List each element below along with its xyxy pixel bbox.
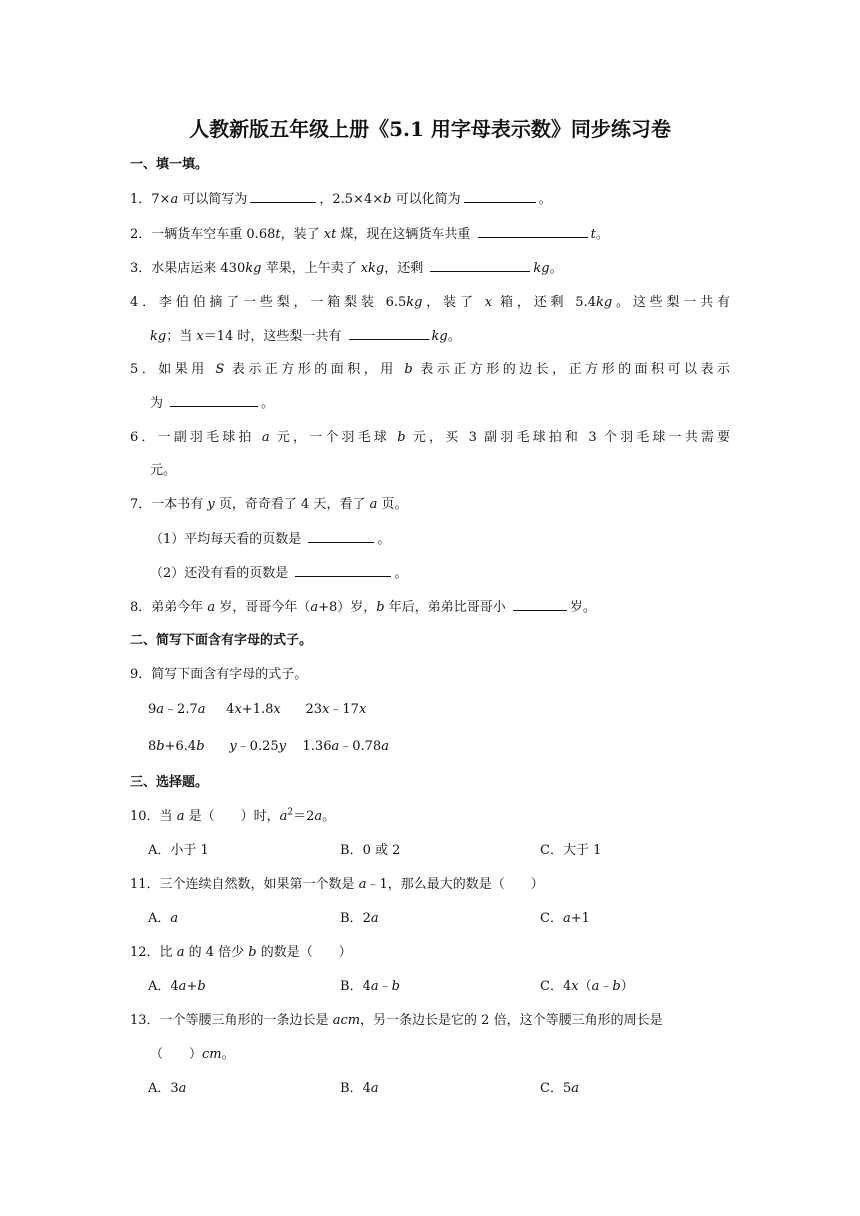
option-a[interactable]: A．a <box>148 911 179 926</box>
question-3: 3．水果店运来 430kg 苹果，上午卖了 xkg，还剩 kg。 <box>130 261 563 276</box>
question-13-line-1: 13．一个等腰三角形的一条边长是 acm，另一条边长是它的 2 倍，这个等腰三角形的周长是 <box>130 1013 663 1028</box>
expression: 1.36a﹣0.78a <box>302 739 389 754</box>
question-9-row-2 <box>148 738 389 756</box>
expression: 4x+1.8x <box>226 702 281 717</box>
answer-blank[interactable] <box>430 259 530 272</box>
section-heading-simplify: 二、简写下面含有字母的式子。 <box>130 633 313 648</box>
question-2: 2．一辆货车空车重 0.68t，装了 xt 煤，现在这辆货车共重 t。 <box>130 227 609 242</box>
option-c[interactable]: C．大于 1 <box>540 843 602 858</box>
option-a[interactable]: A．4a+b <box>148 979 206 994</box>
option-c[interactable]: C．5a <box>540 1081 579 1096</box>
question-8: 8．弟弟今年 a 岁，哥哥今年（a+8）岁，b 年后，弟弟比哥哥小 岁。 <box>130 600 596 615</box>
answer-blank[interactable] <box>170 394 258 407</box>
answer-blank[interactable] <box>478 225 588 238</box>
expression: 23x﹣17x <box>305 702 367 717</box>
question-9: 9．简写下面含有字母的式子。 <box>130 667 308 682</box>
section-heading-multiple-choice: 三、选择题。 <box>130 775 209 790</box>
question-5-line-2: 为 。 <box>150 396 275 411</box>
question-4-line-1: 4．李伯伯摘了一些梨，一箱梨装 6.5kg，装了 x 箱，还剩 5.4kg。这些梨一共有 <box>130 295 730 310</box>
option-b[interactable]: B．2a <box>340 911 379 926</box>
question-7-sub-1: （1）平均每天看的页数是 。 <box>150 532 391 547</box>
answer-blank[interactable] <box>250 190 316 203</box>
option-b[interactable]: B．4a <box>340 1081 379 1096</box>
question-12: 12．比 a 的 4 倍少 b 的数是（ ） <box>130 945 352 960</box>
option-a[interactable]: A．小于 1 <box>148 843 209 858</box>
option-a[interactable]: A．3a <box>148 1081 187 1096</box>
section-heading-fill-in: 一、填一填。 <box>130 157 209 172</box>
question-11: 11．三个连续自然数，如果第一个数是 a﹣1，那么最大的数是（ ） <box>130 877 544 892</box>
answer-blank[interactable] <box>464 190 536 203</box>
question-1: 1．7×a 可以简写为 ，2.5×4×b 可以化简为 。 <box>130 192 552 207</box>
question-9-row-1 <box>148 701 366 719</box>
expression: 8b+6.4b <box>148 739 205 754</box>
option-c[interactable]: C．a+1 <box>540 911 590 926</box>
question-7-sub-2: （2）还没有看的页数是 。 <box>150 566 408 581</box>
answer-blank[interactable] <box>295 564 391 577</box>
answer-blank[interactable] <box>513 598 567 611</box>
page-title: 人教新版五年级上册《5.1 用字母表示数》同步练习卷 <box>189 117 671 141</box>
option-b[interactable]: B．4a﹣b <box>340 979 400 994</box>
expression: 9a﹣2.7a <box>148 702 206 717</box>
question-7: 7．一本书有 y 页，奇奇看了 4 天，看了 a 页。 <box>130 497 408 512</box>
option-b[interactable]: B．0 或 2 <box>340 843 401 858</box>
question-13-line-2: （ ）cm。 <box>150 1047 235 1062</box>
answer-blank[interactable] <box>349 327 429 340</box>
question-4-line-2: kg；当 x＝14 时，这些梨一共有 kg。 <box>150 329 461 344</box>
expression: y﹣0.25y <box>229 739 286 754</box>
question-6-line-1: 6．一副羽毛球拍 a 元，一个羽毛球 b 元，买 3 副羽毛球拍和 3 个羽毛球一共需要 <box>130 430 730 445</box>
question-5-line-1: 5．如果用 S 表示正方形的面积，用 b 表示正方形的边长，正方形的面积可以表示 <box>130 362 731 377</box>
option-c[interactable]: C．4x（a﹣b） <box>540 979 634 994</box>
answer-blank[interactable] <box>308 530 374 543</box>
question-6-line-2: 元。 <box>150 463 177 478</box>
question-10: 10．当 a 是（ ）时，$a^2=2a$。 <box>130 807 336 824</box>
